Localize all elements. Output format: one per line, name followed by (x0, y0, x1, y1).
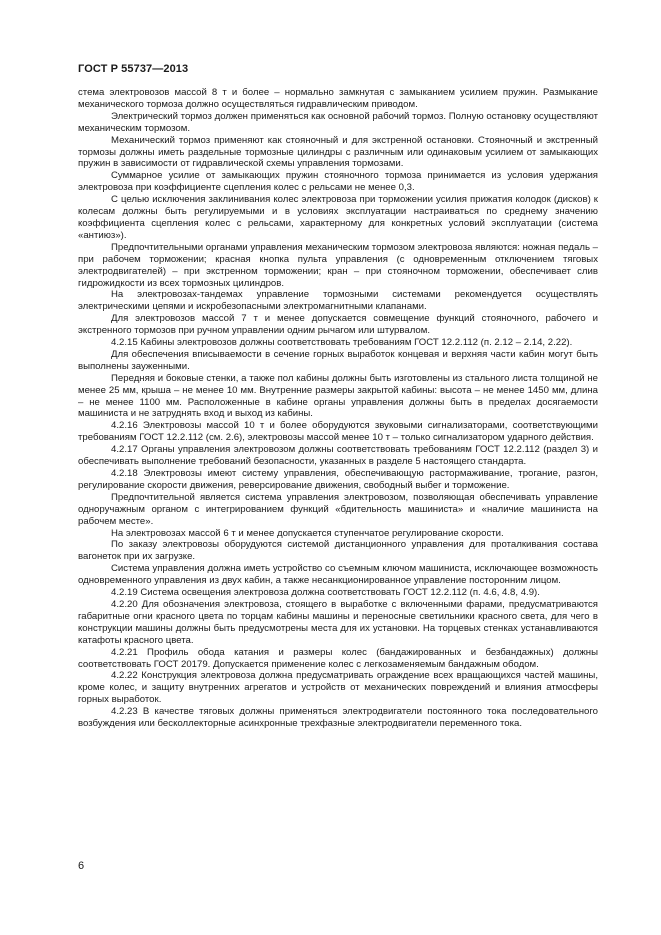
paragraph-tandem-control: На электровозах-тандемах управление тормозными системами рекомендуется осуществлять электрическими цепями и искробезопасными электромагнитными клапанами. (78, 289, 598, 313)
clause-4-2-21: 4.2.21 Профиль обода катания и размеры колес (бандажированных и безбандажных) должны соответствовать ГОСТ 20179. Допускается применение колес с легкозаменяемым бандажным ободом. (78, 646, 598, 670)
standard-header: ГОСТ Р 55737—2013 (78, 63, 189, 75)
paragraph-light-locomotives: Для электровозов массой 7 т и менее допускается совмещение функций стояночного, рабочего и экстренного тормозов при ручном управлении одним рычагом или штурвалом. (78, 313, 598, 337)
paragraph-anti-skid: С целью исключения заклинивания колес электровоза при торможении усилия прижатия колодок (дисков) к колесам должны быть регулируемыми и в условиях эксплуатации настраиваться по среднему значению коэффициента сцепления колес с рельсами, характерному для конкретных условий эксплуатации (система «антиюз»). (78, 194, 598, 241)
page-number: 6 (78, 860, 85, 872)
paragraph-remote-control: По заказу электровозы оборудуются системой дистанционного управления для проталкивания состава вагонеток при их загрузке. (78, 539, 598, 563)
clause-4-2-20: 4.2.20 Для обозначения электровоза, стоящего в выработке с включенными фарами, предусматриваются габаритные огни красного цвета по торцам кабины машины и переносные светильники красного света, для чего в конструкции машины должны быть предусмотрены места для их установки. На торцевых стенках устанавливаются катафоты красного цвета. (78, 598, 598, 646)
paragraph-cabin-walls: Передняя и боковые стенки, а также пол кабины должны быть изготовлены из стального листа толщиной не менее 25 мм, крыша – не менее 10 мм. Внутренние размеры закрытой кабины: высота – не менее 1450 мм, длина – не менее 1100 мм. Расположенные в кабине органы управления должны быть в пределах досягаемости машиниста и не затруднять вход и выход из кабины. (78, 372, 598, 420)
paragraph-key-lock: Система управления должна иметь устройство со съемным ключом машиниста, исключающее возможность одновременного управления из двух кабин, а также несанкционированное управление посторонним лицом. (78, 563, 598, 587)
clause-4-2-23: 4.2.23 В качестве тяговых должны применяться электродвигатели постоянного тока последовательного возбуждения или бесколлекторные асинхронные трехфазные электродвигатели переменного тока. (78, 706, 598, 730)
paragraph-step-regulation: На электровозах массой 6 т и менее допускается ступенчатое регулирование скорости. (111, 527, 504, 539)
clause-4-2-18: 4.2.18 Электровозы имеют систему управления, обеспечивающую растормаживание, трогание, разгон, регулирование скорости движения, реверсирование движения, свободный выбег и торможение. (78, 468, 598, 491)
body-text (78, 87, 598, 730)
clause-4-2-22: 4.2.22 Конструкция электровоза должна предусматривать ограждение всех вращающихся частей машины, кроме колес, и защиту внутренних агрегатов и устройств от механических повреждений и влияния атмосферы горных выработок. (78, 670, 598, 706)
paragraph-brake-controls: Предпочтительными органами управления механическим тормозом электровоза являются: ножная педаль – при рабочем торможении; красная кнопка пульта управления (с одновременным отключением тяговых электродвигателей) – при экстренном торможении; кран – при стояночном торможении, обеспечивает слив гидрожидкости из всех тормозных цилиндров. (78, 241, 598, 289)
paragraph-cabin-narrowing: Для обеспечения вписываемости в сечение горных выработок концевая и верхняя части кабин могут быть выполнены зауженными. (78, 348, 598, 372)
paragraph-preferred-control: Предпочтительной является система управления электровозом, позволяющая обеспечивать управление одноручажным органом с интегрированием функций «бдительность машиниста» и «наличие машиниста на рабочем месте». (78, 491, 598, 527)
clause-4-2-16: 4.2.16 Электровозы массой 10 т и более оборудуются звуковыми сигнализаторами, соответствующими требованиям ГОСТ 12.2.112 (см. 2.6), электровозы массой менее 10 т – только сигнализатором ударного действия. (78, 420, 598, 444)
paragraph-mechanical-brake: Механический тормоз применяют как стояночный и для экстренной остановки. Стояночный и экстренный тормозы должны иметь раздельные тормозные цилиндры с различным или одинаковым усилием от замыкающих пружин в зависимости от гидравлической схемы управления тормозами. (78, 134, 598, 170)
paragraph-brake-closure: стема электровозов массой 8 т и более – нормально замкнутая с замыканием усилием пружин. Размыкание механического тормоза должно осуществляться гидравлическим приводом. (78, 87, 598, 110)
paragraph-spring-force: Суммарное усилие от замыкающих пружин стояночного тормоза принимается из условия удержания электровоза при коэффициенте сцепления колес с рельсами не менее 0,3. (78, 170, 598, 194)
clause-4-2-15: 4.2.15 Кабины электровозов должны соответствовать требованиям ГОСТ 12.2.112 (п. 2.12 – 2.14, 2.22). (111, 337, 573, 349)
paragraph-electric-brake: Электрический тормоз должен применяться как основной рабочий тормоз. Полную остановку осуществляют механическим тормозом. (78, 110, 598, 134)
clause-4-2-19: 4.2.19 Система освещения электровоза должна соответствовать ГОСТ 12.2.112 (п. 4.6, 4.8, 4.9). (111, 587, 540, 599)
clause-4-2-17: 4.2.17 Органы управления электровозом должны соответствовать требованиям ГОСТ 12.2.112 (раздел 3) и обеспечивать выполнение требований безопасности, указанных в разделе 5 настоящего стандарта. (78, 444, 598, 468)
